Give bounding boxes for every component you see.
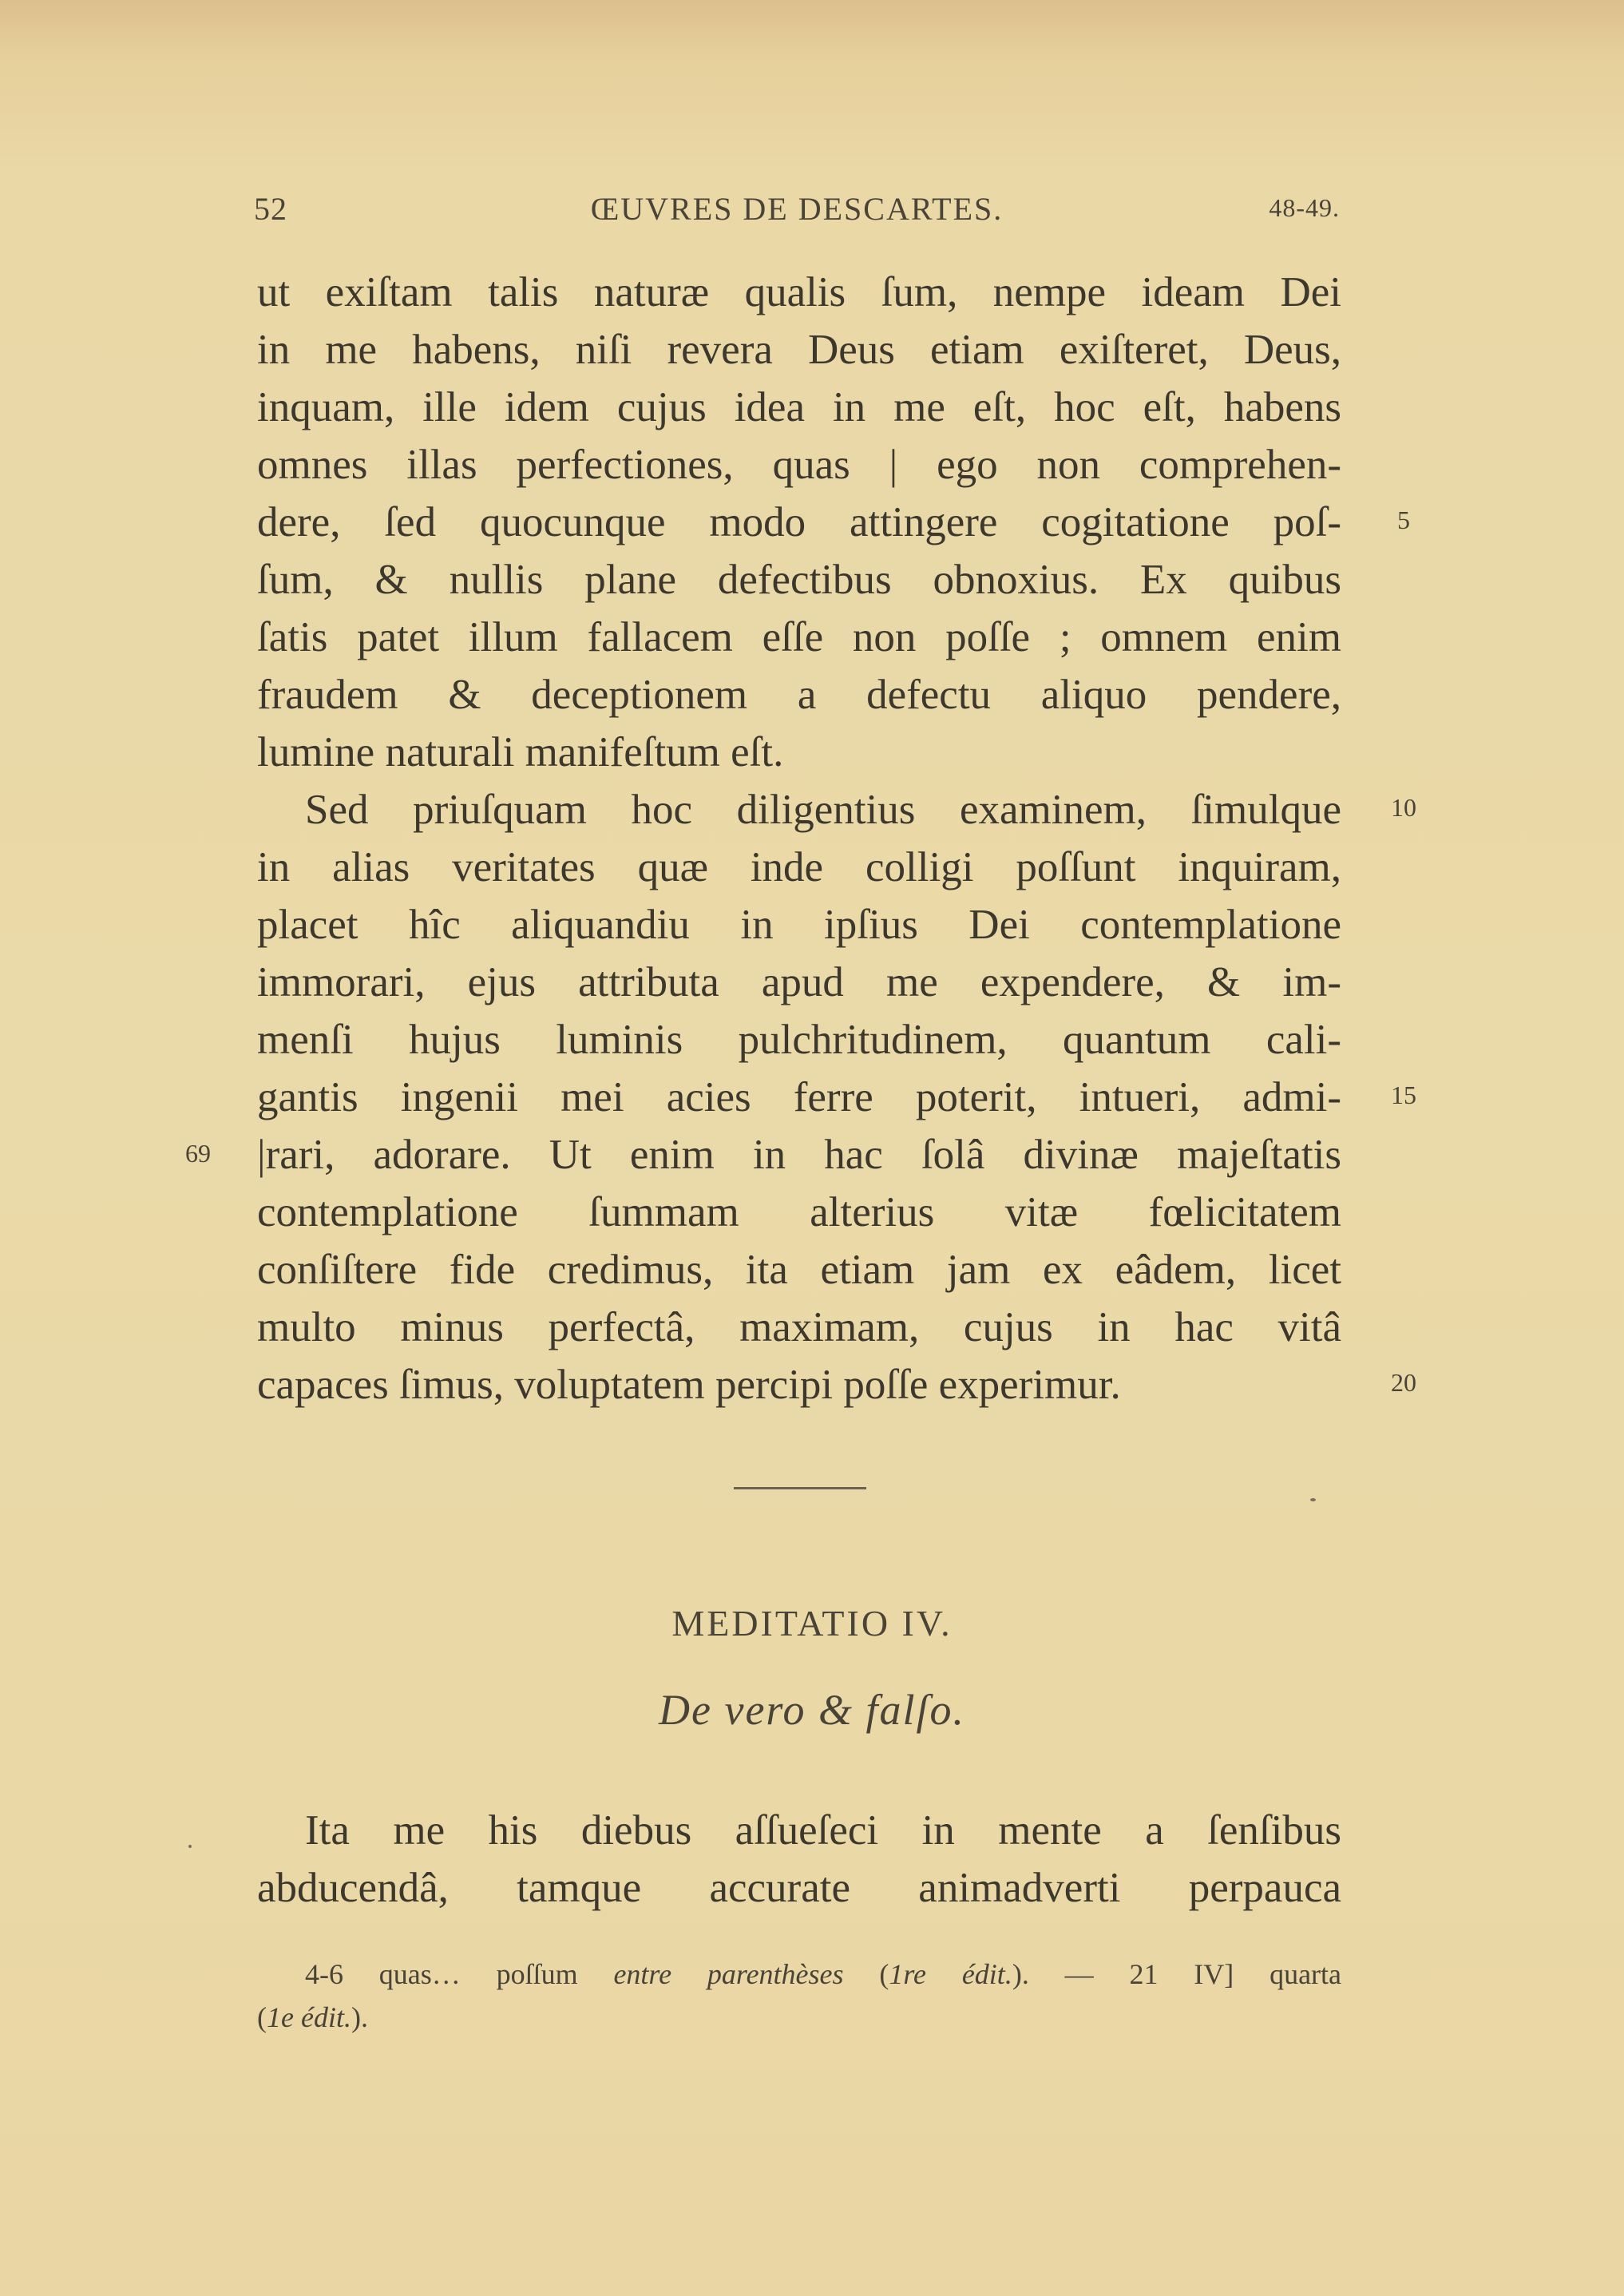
page-header: [254, 190, 1340, 238]
body-line: multo minus perfectâ, maximam, cujus in hac vitâ: [257, 1304, 1341, 1350]
body-line: contemplatione ſummam alterius vitæ fœlicitatem: [257, 1189, 1341, 1235]
meditation-heading: MEDITATIO IV.: [671, 1603, 953, 1644]
footnote-text: (: [257, 2001, 267, 2033]
footnote-text: (: [843, 1958, 889, 1990]
line-number: 20: [1391, 1368, 1416, 1397]
meditation-subtitle: De vero & falſo.: [659, 1686, 965, 1734]
body-line: ſatis patet illum fallacem eſſe non poſſe ; omnem enim: [257, 614, 1341, 660]
body-line: omnes illas perfectiones, quas | ego non comprehen-: [257, 442, 1341, 488]
footnote-text: ). — 21 IV] quarta: [1012, 1958, 1342, 1990]
body-line: in alias veritates quæ inde colligi poſſunt inquiram,: [257, 844, 1341, 890]
body-line: ſum, & nullis plane defectibus obnoxius. Ex quibus: [257, 557, 1341, 603]
running-title: ŒUVRES DE DESCARTES.: [590, 191, 1004, 227]
body-line: |rari, adorare. Ut enim in hac ſolâ divinæ majeſtatis: [257, 1132, 1341, 1178]
margin-page-reference: 69: [185, 1139, 211, 1168]
body-line: immorari, ejus attributa apud me expendere, & im-: [257, 959, 1341, 1005]
footnote-text: 4-6 quas… poſſum: [305, 1958, 614, 1990]
body-line: inquam, ille idem cujus idea in me eſt, hoc eſt, habens: [257, 384, 1341, 430]
meditation-line: abducendâ, tamque accurate animadverti perpauca: [257, 1865, 1341, 1911]
page-reference: 48-49.: [1269, 193, 1340, 222]
body-line: menſi hujus luminis pulchritudinem, quantum cali-: [257, 1017, 1341, 1063]
body-line: fraudem & deceptionem a defectu aliquo pendere,: [257, 672, 1341, 718]
line-number: 15: [1391, 1081, 1416, 1109]
meditation-line: Ita me his diebus aſſueſeci in mente a ſenſibus: [305, 1807, 1341, 1854]
body-line: lumine naturali manifeſtum eſt.: [257, 729, 784, 775]
body-line: in me habens, niſi revera Deus etiam exiſteret, Deus,: [257, 327, 1341, 373]
body-line: ut exiſtam talis naturæ qualis ſum, nempe ideam Dei: [257, 269, 1341, 315]
footnote-line: [305, 1953, 1341, 1996]
section-divider: [734, 1487, 866, 1489]
body-line: dere, ſed quocunque modo attingere cogitatione poſ-: [257, 499, 1341, 545]
body-line: placet hîc aliquandiu in ipſius Dei contemplatione: [257, 902, 1341, 948]
footnote-text: ).: [351, 2001, 368, 2033]
page-number: 52: [254, 191, 287, 227]
body-line: capaces ſimus, voluptatem percipi poſſe experimur.: [257, 1362, 1121, 1408]
paper-speck: [1310, 1498, 1316, 1501]
footnote-italic: entre parenthèses: [613, 1958, 844, 1990]
footnote-italic: 1e édit.: [267, 2001, 351, 2033]
line-number: 5: [1397, 506, 1410, 534]
body-line: conſiſtere fide credimus, ita etiam jam ex eâdem, licet: [257, 1247, 1341, 1293]
footnote-line: [257, 1996, 1341, 2039]
body-line: Sed priuſquam hoc diligentius examinem, ſimulque: [305, 787, 1341, 833]
footnote-italic: 1re édit.: [889, 1958, 1012, 1990]
paper-speck: [188, 1845, 192, 1848]
line-number: 10: [1391, 793, 1416, 822]
body-line: gantis ingenii mei acies ferre poterit, intueri, admi-: [257, 1074, 1341, 1120]
